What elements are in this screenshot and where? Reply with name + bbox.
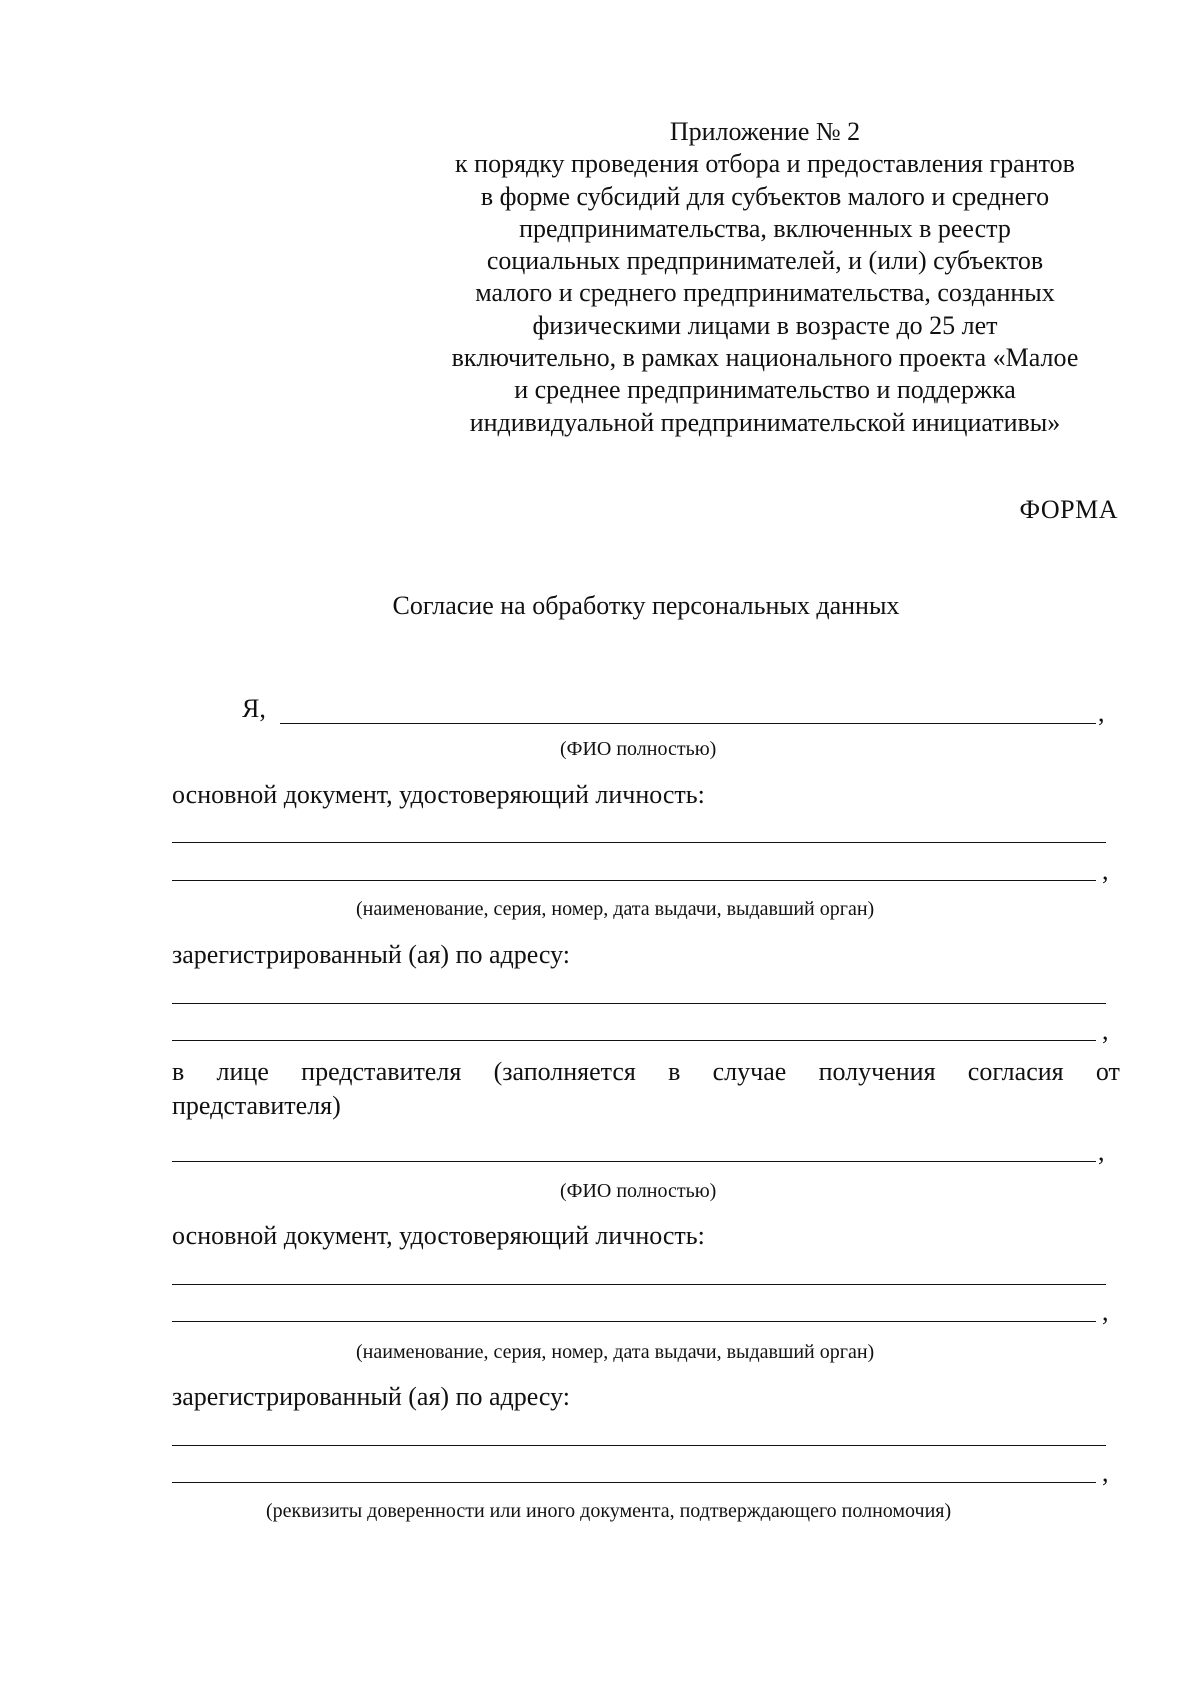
intro-word: случае bbox=[712, 1057, 787, 1086]
form-label: ФОРМА bbox=[1019, 495, 1118, 524]
subject-fio-caption: (ФИО полностью) bbox=[560, 738, 717, 760]
representative-doc-line-1[interactable] bbox=[172, 1284, 1106, 1285]
subject-doc-line-1[interactable] bbox=[172, 842, 1106, 843]
appendix-line: социальных предпринимателей, и (или) субъектов bbox=[486, 246, 1044, 276]
subject-fio-line[interactable] bbox=[280, 723, 1096, 724]
subject-address-line-2[interactable] bbox=[172, 1040, 1096, 1041]
document-title: Согласие на обработку персональных данных bbox=[392, 591, 900, 620]
comma: , bbox=[1098, 698, 1105, 727]
representative-doc-label: основной документ, удостоверяющий личность: bbox=[172, 1221, 705, 1250]
i-label: Я, bbox=[242, 694, 266, 723]
representative-doc-caption: (наименование, серия, номер, дата выдачи, выдавший орган) bbox=[356, 1341, 875, 1363]
comma: , bbox=[1102, 1016, 1109, 1045]
subject-doc-line-2[interactable] bbox=[172, 880, 1096, 881]
representative-address-label: зарегистрированный (ая) по адресу: bbox=[172, 1382, 571, 1411]
appendix-line: к порядку проведения отбора и предоставления грантов bbox=[455, 149, 1075, 179]
appendix-line: индивидуальной предпринимательской инициативы» bbox=[469, 407, 1061, 437]
intro-word: представителя bbox=[301, 1057, 462, 1086]
subject-address-line-1[interactable] bbox=[172, 1003, 1106, 1004]
representative-address-line-1[interactable] bbox=[172, 1445, 1106, 1446]
representative-fio-line[interactable] bbox=[172, 1161, 1096, 1162]
appendix-line: предпринимательства, включенных в реестр bbox=[519, 213, 1011, 243]
comma: , bbox=[1102, 1297, 1109, 1326]
representative-intro bbox=[172, 1057, 1120, 1087]
comma: , bbox=[1098, 1137, 1105, 1166]
subject-address-label: зарегистрированный (ая) по адресу: bbox=[172, 940, 571, 969]
intro-word: лице bbox=[216, 1057, 269, 1086]
appendix-line: Приложение № 2 bbox=[669, 117, 861, 146]
intro-word: в bbox=[668, 1057, 681, 1086]
representative-intro-continuation: представителя) bbox=[172, 1091, 341, 1120]
comma: , bbox=[1102, 856, 1109, 885]
appendix-line: физическими лицами в возрасте до 25 лет bbox=[532, 310, 998, 340]
appendix-line: включительно, в рамках национального проекта «Малое bbox=[451, 343, 1079, 373]
comma: , bbox=[1102, 1458, 1109, 1487]
intro-word: в bbox=[172, 1057, 185, 1086]
subject-doc-label: основной документ, удостоверяющий личность: bbox=[172, 780, 705, 809]
appendix-line: в форме субсидий для субъектов малого и среднего bbox=[480, 181, 1050, 211]
intro-word: получения bbox=[818, 1057, 936, 1086]
representative-power-caption: (реквизиты доверенности или иного документа, подтверждающего полномочия) bbox=[266, 1500, 952, 1522]
representative-doc-line-2[interactable] bbox=[172, 1321, 1096, 1322]
representative-fio-caption: (ФИО полностью) bbox=[560, 1180, 717, 1202]
intro-word: от bbox=[1095, 1057, 1120, 1086]
intro-word: согласия bbox=[967, 1057, 1064, 1086]
intro-word: (заполняется bbox=[493, 1057, 636, 1086]
representative-address-line-2[interactable] bbox=[172, 1482, 1096, 1483]
appendix-line: и среднее предпринимательство и поддержка bbox=[514, 375, 1016, 405]
subject-doc-caption: (наименование, серия, номер, дата выдачи, выдавший орган) bbox=[356, 898, 875, 920]
appendix-header bbox=[430, 116, 1100, 439]
appendix-line: малого и среднего предпринимательства, созданных bbox=[475, 278, 1055, 308]
